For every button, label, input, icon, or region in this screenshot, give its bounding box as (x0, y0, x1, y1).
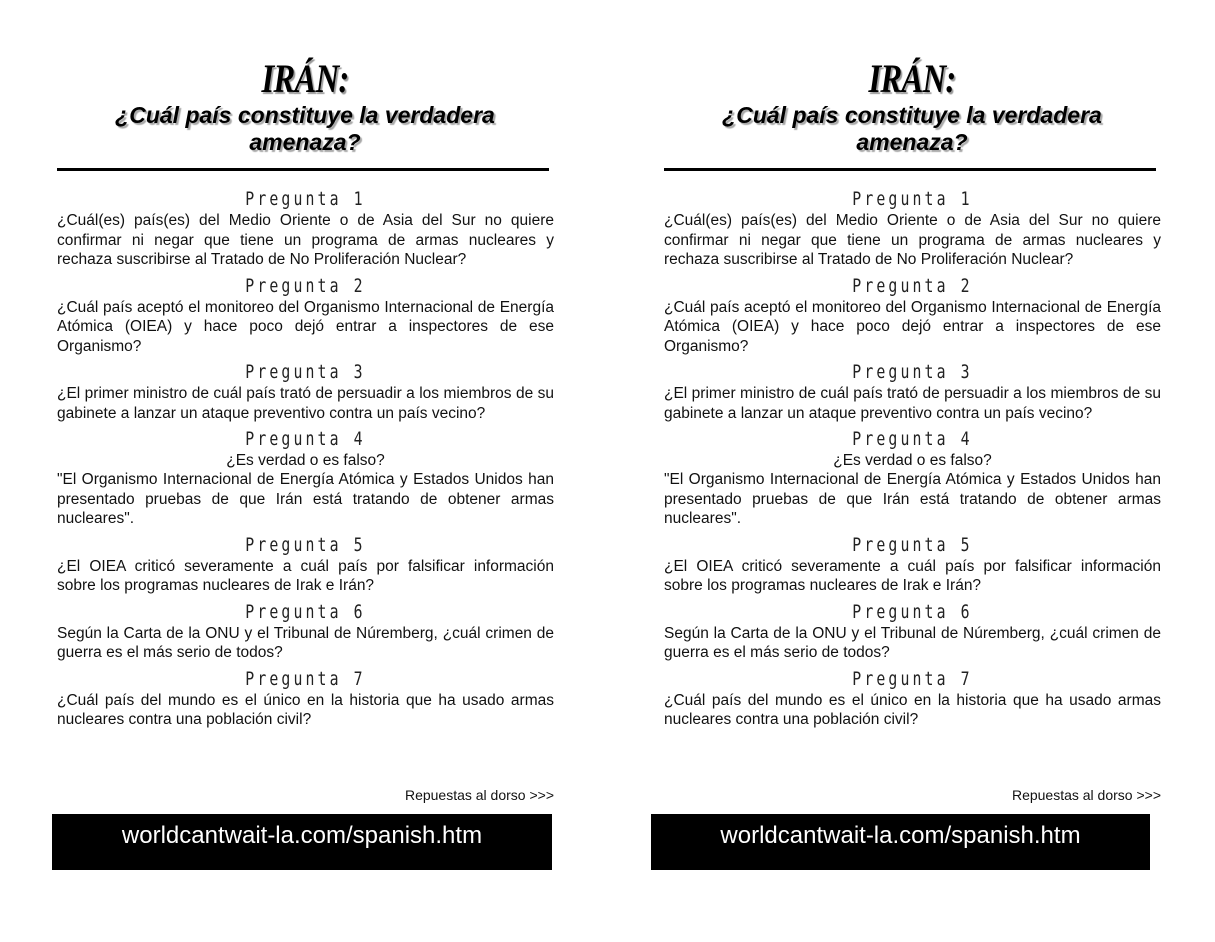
question-5 (57, 533, 554, 596)
question-text: ¿Cuál(es) país(es) del Medio Oriente o de Asia del Sur no quiere confirmar ni negar que tiene un programa de armas nucleares y rechaza suscribirse al Tratado de No Proliferación Nuclear? (57, 212, 554, 268)
flyer-right (652, 0, 1172, 942)
question-list (57, 185, 554, 734)
question-text: ¿Cuál país del mundo es el único en la historia que ha usado armas nucleares contra una población civil? (57, 691, 554, 728)
question-heading: Pregunta 3 (245, 361, 366, 383)
question-2 (57, 274, 554, 357)
question-5 (664, 533, 1161, 596)
question-heading: Pregunta 2 (852, 274, 973, 297)
question-6 (664, 600, 1161, 663)
question-heading: Pregunta 5 (852, 533, 973, 556)
flyer-left (45, 0, 565, 942)
question-heading: Pregunta 4 (852, 428, 973, 450)
divider-rule (664, 168, 1156, 171)
question-text: ¿Cuál país del mundo es el único en la historia que ha usado armas nucleares contra una población civil? (664, 691, 1161, 728)
question-heading: Pregunta 7 (245, 667, 366, 690)
question-heading: Pregunta 6 (852, 600, 973, 623)
question-3 (57, 360, 554, 423)
question-heading: Pregunta 4 (245, 428, 366, 450)
question-1 (57, 187, 554, 270)
question-4 (664, 427, 1161, 529)
question-4 (57, 427, 554, 529)
question-7 (57, 667, 554, 730)
question-6 (57, 600, 554, 663)
question-text: ¿Cuál país aceptó el monitoreo del Organismo Internacional de Energía Atómica (OIEA) y hace poco dejó entrar a inspectores de ese Organismo? (664, 298, 1161, 355)
question-heading: Pregunta 7 (852, 667, 973, 690)
question-text: ¿Cuál(es) país(es) del Medio Oriente o de Asia del Sur no quiere confirmar ni negar que tiene un programa de armas nucleares y rechaza suscribirse al Tratado de No Proliferación Nuclear? (664, 212, 1161, 268)
website-banner: worldcantwait-la.com/spanish.htm (52, 814, 552, 870)
question-7 (664, 667, 1161, 730)
question-list (664, 185, 1161, 734)
question-2 (664, 274, 1161, 357)
question-heading: Pregunta 1 (245, 188, 366, 210)
question-heading: Pregunta 1 (852, 188, 973, 210)
question-text: "El Organismo Internacional de Energía Atómica y Estados Unidos han presentado pruebas de que Irán está tratando de obtener armas nucleares". (664, 471, 1161, 527)
question-heading: Pregunta 2 (245, 274, 366, 297)
question-text: Según la Carta de la ONU y el Tribunal de Núremberg, ¿cuál crimen de guerra es el más serio de todos? (664, 624, 1161, 661)
question-text: Según la Carta de la ONU y el Tribunal de Núremberg, ¿cuál crimen de guerra es el más serio de todos? (57, 624, 554, 661)
question-text: ¿Cuál país aceptó el monitoreo del Organismo Internacional de Energía Atómica (OIEA) y hace poco dejó entrar a inspectores de ese Organismo? (57, 298, 554, 355)
question-text: ¿El primer ministro de cuál país trató de persuadir a los miembros de su gabinete a lanzar un ataque preventivo contra un país vecino? (664, 385, 1161, 422)
answers-on-back-note: Repuestas al dorso >>> (404, 787, 554, 803)
question-text: ¿El OIEA criticó severamente a cuál país por falsificar información sobre los programas nucleares de Irak e Irán? (57, 557, 554, 594)
flyer-subtitle: ¿Cuál país constituye la verdadera amenaza? (722, 102, 1102, 155)
question-heading: Pregunta 6 (245, 600, 366, 623)
question-heading: Pregunta 3 (852, 361, 973, 383)
question-text: ¿El primer ministro de cuál país trató de persuadir a los miembros de su gabinete a lanzar un ataque preventivo contra un país vecino? (57, 385, 554, 422)
question-3 (664, 360, 1161, 423)
question-text: ¿El OIEA criticó severamente a cuál país por falsificar información sobre los programas nucleares de Irak e Irán? (664, 557, 1161, 594)
flyer-title: IRÁN: (261, 56, 349, 101)
answers-on-back-note: Repuestas al dorso >>> (1011, 787, 1161, 803)
question-subheading: ¿Es verdad o es falso? (833, 452, 992, 469)
flyer-subtitle: ¿Cuál país constituye la verdadera amenaza? (115, 102, 495, 155)
question-1 (664, 187, 1161, 270)
question-text: "El Organismo Internacional de Energía Atómica y Estados Unidos han presentado pruebas de que Irán está tratando de obtener armas nucleares". (57, 471, 554, 527)
website-banner: worldcantwait-la.com/spanish.htm (651, 814, 1150, 870)
divider-rule (57, 168, 549, 171)
flyer-title: IRÁN: (868, 56, 956, 101)
question-heading: Pregunta 5 (245, 533, 366, 556)
question-subheading: ¿Es verdad o es falso? (226, 452, 385, 469)
